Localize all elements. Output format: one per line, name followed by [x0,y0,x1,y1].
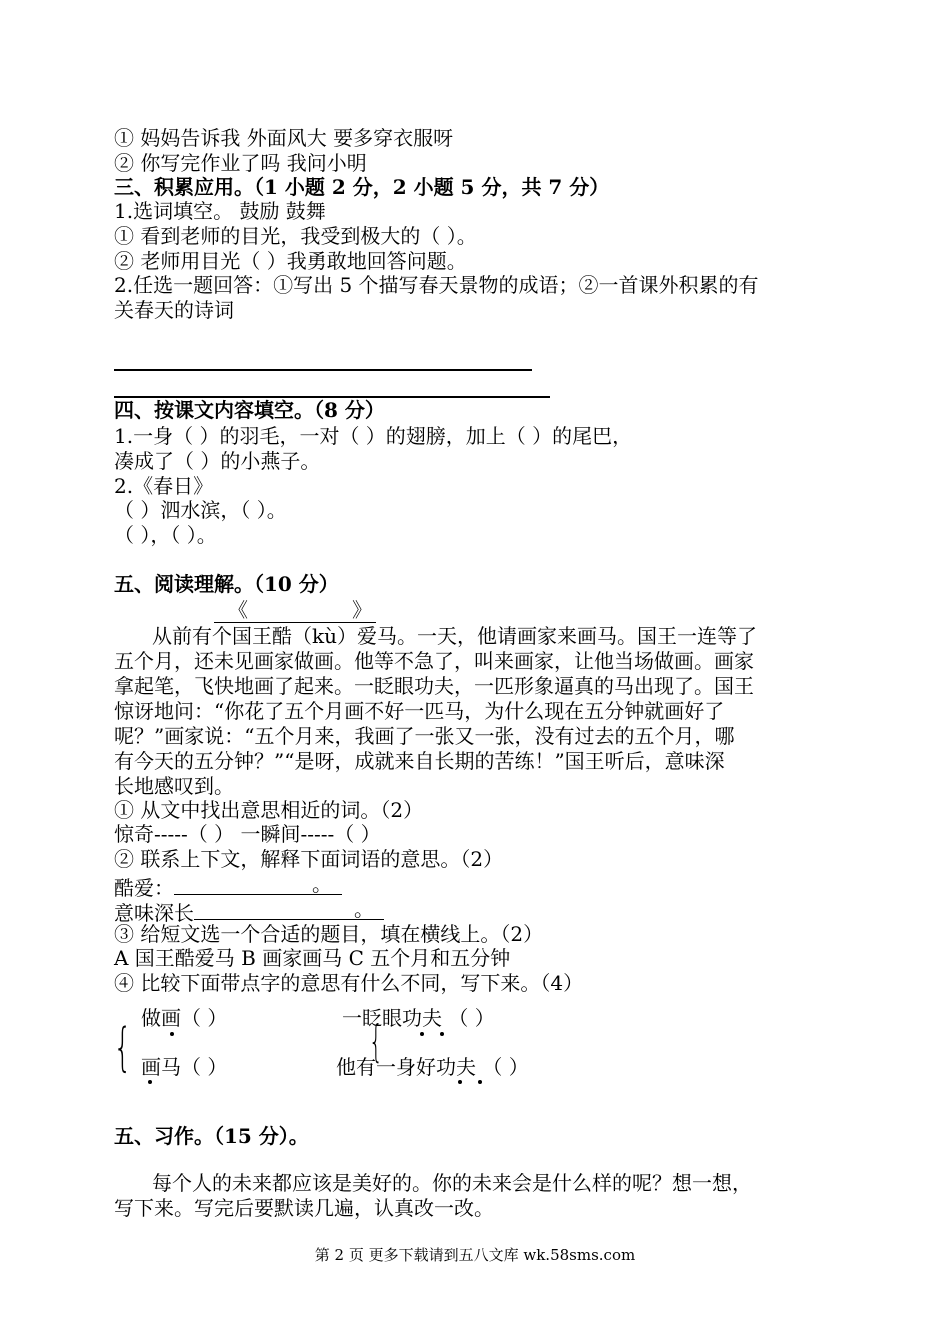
emphasis-dot [440,1032,444,1036]
answer-blank-kuai [174,872,342,895]
essay-prompt-line-2: 写下来。写完后要默读几遍，认真改一改。 [114,1196,494,1220]
passage-line-6: 有今天的五分钟？”“是呀，成就来自长期的苦练！”国王听后，意味深 [114,749,725,773]
passage-line-4: 惊讶地问：“你花了五个月画不好一匹马，为什么现在五分钟就画好了 [114,699,725,723]
emphasis-dot [170,1032,174,1036]
reading-question-1a: 惊奇-----（ ） 一瞬间-----（ ） [114,822,381,846]
s3-question-1b: ② 老师用目光（ ）我勇敢地回答问题。 [114,249,467,273]
reading-question-2: ② 联系上下文，解释下面词语的意思。（2） [114,847,504,871]
passage-line-2: 五个月，还未见画家做画。他等不急了，叫来画家，让他当场做画。画家 [114,649,754,673]
s4-question-2: 2.《春日》 [114,474,214,498]
s3-question-1a: ① 看到老师的目光，我受到极大的（ ）。 [114,224,477,248]
passage-line-1: 从前有个国王酷（kù）爱马。一天，他请画家来画马。国王一连等了 [152,624,757,648]
compare-item-3: 画马（ ） [141,1055,228,1079]
reading-question-1: ① 从文中找出意思相近的词。（2） [114,798,424,822]
s4-question-1a: 1.一身（ ）的羽毛，一对（ ）的翅膀，加上（ ）的尾巴， [114,424,633,448]
punctuation-item-1: ① 妈妈告诉我 外面风大 要多穿衣服呀 [114,126,454,150]
reading-question-3-options: A 国王酷爱马 B 画家画马 C 五个月和五分钟 [114,946,511,970]
poem-line-1: （ ）泗水滨，（ ）。 [114,498,287,522]
emphasis-dot [478,1080,482,1084]
compare-item-1: 做画（ ） [141,1006,228,1030]
left-brace-icon: { [113,1018,132,1078]
reading-question-4: ④ 比较下面带点字的意思有什么不同，写下来。（4） [114,971,584,995]
title-bracket-right: 》 [352,598,372,622]
emphasis-dot [420,1032,424,1036]
passage-line-5: 呢？”画家说：“五个月来，我画了一张又一张，没有过去的五个月，哪 [114,724,735,748]
word-kuai: 酷爱： [114,876,174,900]
section-5-title: 五、阅读理解。（10 分） [114,572,339,596]
reading-question-3: ③ 给短文选一个合适的题目，填在横线上。（2） [114,922,544,946]
essay-prompt-line-1: 每个人的未来都应该是美好的。你的未来会是什么样的呢？想一想， [152,1171,752,1195]
emphasis-dot [148,1080,152,1084]
section-3-title: 三、积累应用。（1 小题 2 分，2 小题 5 分，共 7 分） [114,175,610,199]
punctuation-item-2: ② 你写完作业了吗 我问小明 [114,151,367,175]
section-6-title: 五、习作。（15 分）。 [114,1124,309,1148]
s3-question-2a: 2.任选一题回答：①写出 5 个描写春天景物的成语；②一首课外积累的有 [114,273,759,297]
passage-line-3: 拿起笔，飞快地画了起来。一眨眼功夫，一匹形象逼真的马出现了。国王 [114,674,754,698]
section-4-title: 四、按课文内容填空。（8 分） [114,398,385,422]
reading-question-2a [114,872,342,900]
s3-question-2b: 关春天的诗词 [114,298,234,322]
title-bracket-left: 《 [228,598,248,622]
compare-item-4: 他有一身好功夫 （ ） [336,1055,529,1079]
blank-end-mark: 。 [312,872,332,896]
compare-item-2: 一眨眼功夫 （ ） [342,1006,495,1030]
emphasis-dot [458,1080,462,1084]
passage-line-7: 长地感叹到。 [114,774,234,798]
answer-line-1 [114,369,532,371]
s4-question-1b: 凑成了（ ）的小燕子。 [114,449,321,473]
s3-question-1: 1.选词填空。 鼓励 鼓舞 [114,199,326,223]
middle-brace-icon: { [369,1016,383,1067]
page-footer: 第 2 页 更多下载请到五八文库 wk.58sms.com [314,1246,636,1264]
word-yiweishenchang: 意味深长 [114,901,194,925]
poem-line-2: （ ），（ ）。 [114,523,217,547]
answer-blank-yiwei [194,897,384,920]
reading-question-2b [114,897,384,925]
blank-end-mark: 。 [354,897,374,921]
